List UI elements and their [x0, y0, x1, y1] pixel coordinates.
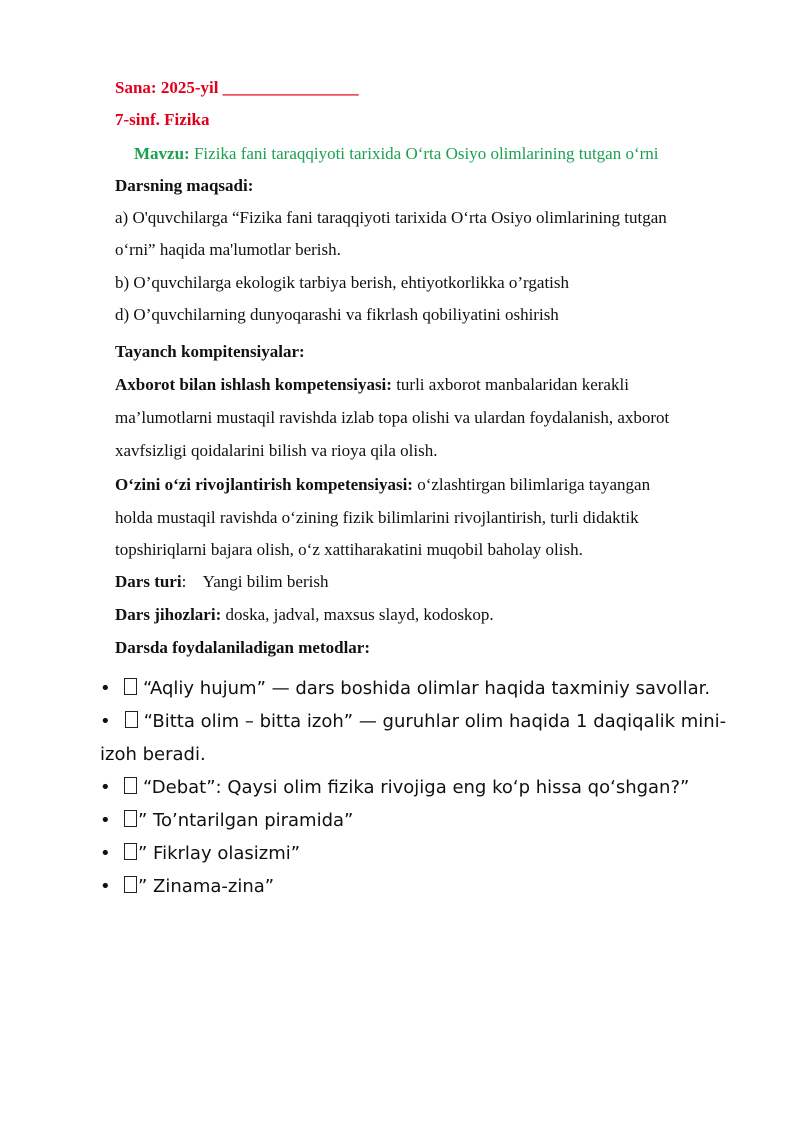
- method-text: ” Fikrlay olasizmi”: [138, 843, 301, 864]
- self-competency-line3: topshiriqlarni bajara olish, o‘z xattiharakatini muqobil baholay olish.: [115, 540, 583, 559]
- list-item: [100, 870, 740, 903]
- missing-glyph-icon: [124, 678, 137, 695]
- method-text: “Debat”: Qaysi olim fizika rivojiga eng ko‘p hissa qo‘shgan?”: [143, 777, 690, 798]
- bullet: •: [100, 810, 111, 831]
- bullet: •: [100, 876, 111, 897]
- self-competency-line2: holda mustaqil ravishda o‘zining fizik bilimlarini rivojlantirish, turli didaktik: [115, 508, 639, 527]
- list-item: [100, 837, 740, 870]
- topic-label: Mavzu:: [134, 144, 190, 163]
- info-competency-line2: ma’lumotlarni mustaqil ravishda izlab topa olishi va ulardan foydalanish, axborot: [115, 408, 670, 427]
- info-competency-text: turli axborot manbalaridan kerakli: [391, 375, 629, 394]
- list-item: [100, 804, 740, 837]
- bullet: •: [100, 777, 111, 798]
- info-competency-label: Axborot bilan ishlash kompetensiyasi:: [115, 375, 392, 394]
- goal-a-line2: o‘rni” haqida ma'lumotlar berish.: [115, 240, 341, 259]
- list-item: [100, 705, 740, 771]
- info-competency-line1: [115, 374, 629, 396]
- goal-d: d) O’quvchilarning dunyoqarashi va fikrlash qobiliyatini oshirish: [115, 305, 559, 324]
- lesson-type-label: Dars turi: [115, 572, 182, 591]
- missing-glyph-icon: [125, 711, 138, 728]
- lesson-equipment-label: Dars jihozlari:: [115, 605, 222, 624]
- date-line: Sana: 2025-yil ________________: [115, 78, 359, 97]
- bullet: •: [100, 843, 111, 864]
- goal-b: b) O’quvchilarga ekologik tarbiya berish, ehtiyotkorlikka o’rgatish: [115, 273, 570, 292]
- self-competency-label: O‘zini o‘zi rivojlantirish kompetensiyasi:: [115, 475, 413, 494]
- goal-a-line1: a) O'quvchilarga “Fizika fani taraqqiyoti tarixida O‘rta Osiyo olimlarining tutgan: [115, 208, 667, 227]
- method-text: ” To’ntarilgan piramida”: [138, 810, 354, 831]
- lesson-type-value: Yangi bilim berish: [202, 572, 329, 591]
- self-competency-text: o‘zlashtirgan bilimlariga tayangan: [412, 475, 651, 494]
- method-text: “Aqliy hujum” — dars boshida olimlar haqida taxminiy savollar.: [143, 678, 711, 699]
- missing-glyph-icon: [124, 843, 137, 860]
- methods-list: [100, 672, 740, 903]
- missing-glyph-icon: [124, 777, 137, 794]
- methods-heading: Darsda foydalaniladigan metodlar:: [115, 638, 371, 657]
- lesson-type-separator: :: [181, 572, 203, 591]
- self-competency-line1: [115, 474, 650, 496]
- class-line: 7-sinf. Fizika: [115, 110, 210, 129]
- method-text-continued: izoh beradi.: [100, 744, 206, 765]
- method-text: “Bitta olim – bitta izoh” — guruhlar olim haqida 1 daqiqalik mini-: [143, 711, 727, 732]
- info-competency-line3: xavfsizligi qoidalarini bilish va rioya qila olish.: [115, 441, 438, 460]
- goals-heading: Darsning maqsadi:: [115, 176, 254, 195]
- method-text: ” Zinama-zina”: [138, 876, 275, 897]
- missing-glyph-icon: [124, 810, 137, 827]
- list-item: [100, 672, 740, 705]
- lesson-type-line: [115, 571, 328, 593]
- lesson-equipment-value: doska, jadval, maxsus slayd, kodoskop.: [221, 605, 494, 624]
- competencies-heading: Tayanch kompitensiyalar:: [115, 342, 305, 361]
- list-item: [100, 771, 740, 804]
- bullet: •: [100, 678, 111, 699]
- lesson-equipment-line: [115, 604, 494, 626]
- topic-text: Fizika fani taraqqiyoti tarixida O‘rta Osiyo olimlarining tutgan o‘rni: [189, 144, 659, 163]
- missing-glyph-icon: [124, 876, 137, 893]
- topic-line: [134, 143, 659, 165]
- bullet: •: [100, 711, 111, 732]
